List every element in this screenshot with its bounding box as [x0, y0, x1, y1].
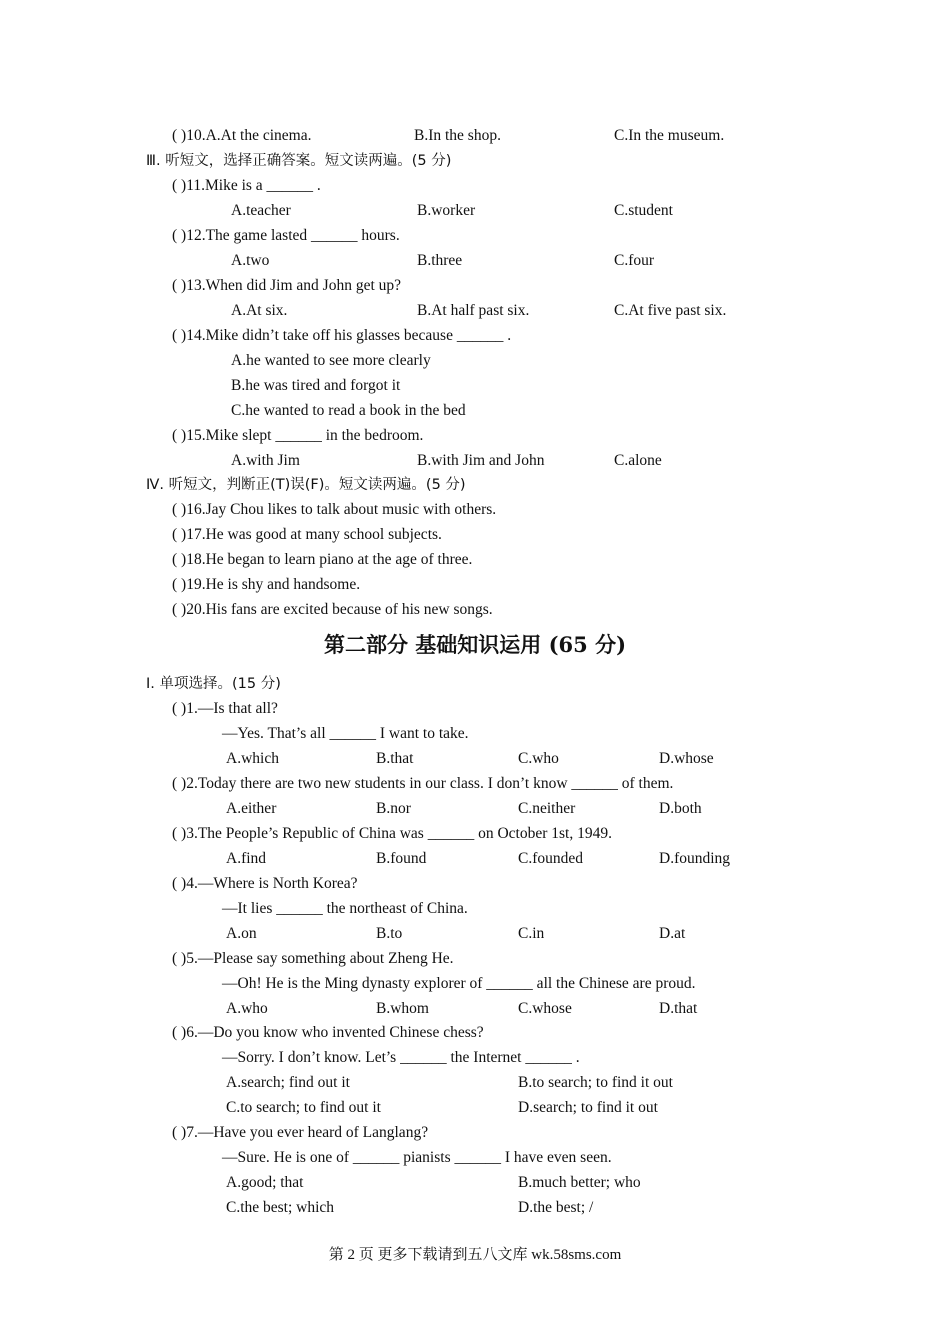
question-line: B.with Jim and John	[417, 452, 545, 469]
question-line: A.good; that	[226, 1174, 304, 1191]
question-line: A.which	[226, 750, 279, 767]
question-line: B.to	[376, 925, 403, 942]
question-line: A.find	[226, 850, 267, 867]
question-line: ( )12.The game lasted ______ hours.	[172, 227, 400, 244]
question-line: ( )19.He is shy and handsome.	[172, 576, 361, 593]
question-line: A.he wanted to see more clearly	[231, 352, 431, 369]
question-line: D.both	[659, 800, 702, 817]
question-line: A.search; find out it	[226, 1074, 350, 1091]
question-line: B.that	[376, 750, 414, 767]
question-line: B.At half past six.	[417, 302, 530, 319]
question-line: B.to search; to find it out	[518, 1074, 673, 1091]
question-line: B.he was tired and forgot it	[231, 377, 401, 394]
question-line: ( )20.His fans are excited because of his new songs.	[172, 601, 493, 618]
question-line: ( )17.He was good at many school subjects.	[172, 526, 442, 543]
question-line: D.founding	[659, 850, 731, 867]
question-line: C.founded	[518, 850, 584, 867]
question-line: ( )6.—Do you know who invented Chinese chess?	[172, 1024, 484, 1041]
section-heading: Ⅳ. 听短文，判断正(T)误(F)。短文读两遍。(5 分)	[146, 477, 466, 493]
question-line: A.who	[226, 1000, 268, 1017]
question-line: ( )14.Mike didn’t take off his glasses because ______ .	[172, 327, 512, 344]
question-line: ( )3.The People’s Republic of China was ______ on October 1st, 1949.	[172, 825, 612, 842]
question-line: ( )7.—Have you ever heard of Langlang?	[172, 1124, 429, 1141]
question-line: —Sorry. I don’t know. Let’s ______ the Internet ______ .	[222, 1049, 580, 1066]
question-line: A.with Jim	[231, 452, 300, 469]
section-heading: Ⅲ. 听短文，选择正确答案。短文读两遍。(5 分)	[146, 153, 452, 169]
question-line: —Yes. That’s all ______ I want to take.	[222, 725, 469, 742]
question-line: B.nor	[376, 800, 411, 817]
question-line: —It lies ______ the northeast of China.	[222, 900, 468, 917]
question-line: ( )5.—Please say something about Zheng He.	[172, 950, 454, 967]
question-line: C.he wanted to read a book in the bed	[231, 402, 466, 419]
question-line: ( )4.—Where is North Korea?	[172, 875, 358, 892]
question-line: D.whose	[659, 750, 714, 767]
question-line: A.two	[231, 252, 270, 269]
question-line: ( )10.A.At the cinema.	[172, 127, 312, 144]
page-footer: 第 2 页 更多下载请到五八文库 wk.58sms.com	[328, 1247, 622, 1263]
question-line: B.found	[376, 850, 427, 867]
question-line: ( )11.Mike is a ______ .	[172, 177, 321, 194]
question-line: ( )13.When did Jim and John get up?	[172, 277, 402, 294]
question-line: B.worker	[417, 202, 476, 219]
question-line: C.who	[518, 750, 559, 767]
question-line: ( )18.He began to learn piano at the age of three.	[172, 551, 473, 568]
section-heading: Ⅰ. 单项选择。(15 分)	[146, 676, 281, 692]
question-line: A.At six.	[231, 302, 288, 319]
question-line: C.In the museum.	[614, 127, 725, 144]
question-line: C.alone	[614, 452, 662, 469]
question-line: C.to search; to find out it	[226, 1099, 381, 1116]
question-line: ( )16.Jay Chou likes to talk about music with others.	[172, 501, 497, 518]
question-line: C.the best; which	[226, 1199, 335, 1216]
question-line: D.that	[659, 1000, 698, 1017]
question-line: C.four	[614, 252, 655, 269]
question-line: B.In the shop.	[414, 127, 501, 144]
question-line: ( )2.Today there are two new students in our class. I don’t know ______ of them.	[172, 775, 674, 792]
question-line: C.student	[614, 202, 673, 219]
question-line: B.much better; who	[518, 1174, 641, 1191]
question-line: C.in	[518, 925, 545, 942]
question-line: C.neither	[518, 800, 576, 817]
question-line: C.At five past six.	[614, 302, 727, 319]
part-title: 第二部分 基础知识运用 (65 分)	[323, 632, 627, 657]
question-line: B.three	[417, 252, 463, 269]
question-line: ( )1.—Is that all?	[172, 700, 278, 717]
question-line: D.search; to find it out	[518, 1099, 658, 1116]
question-line: A.on	[226, 925, 257, 942]
question-line: A.teacher	[231, 202, 291, 219]
question-line: B.whom	[376, 1000, 429, 1017]
question-line: A.either	[226, 800, 277, 817]
question-line: —Sure. He is one of ______ pianists ______ I have even seen.	[222, 1149, 612, 1166]
question-line: D.the best; /	[518, 1199, 594, 1216]
question-line: D.at	[659, 925, 686, 942]
question-line: C.whose	[518, 1000, 572, 1017]
question-line: ( )15.Mike slept ______ in the bedroom.	[172, 427, 424, 444]
question-line: —Oh! He is the Ming dynasty explorer of ______ all the Chinese are proud.	[222, 975, 696, 992]
